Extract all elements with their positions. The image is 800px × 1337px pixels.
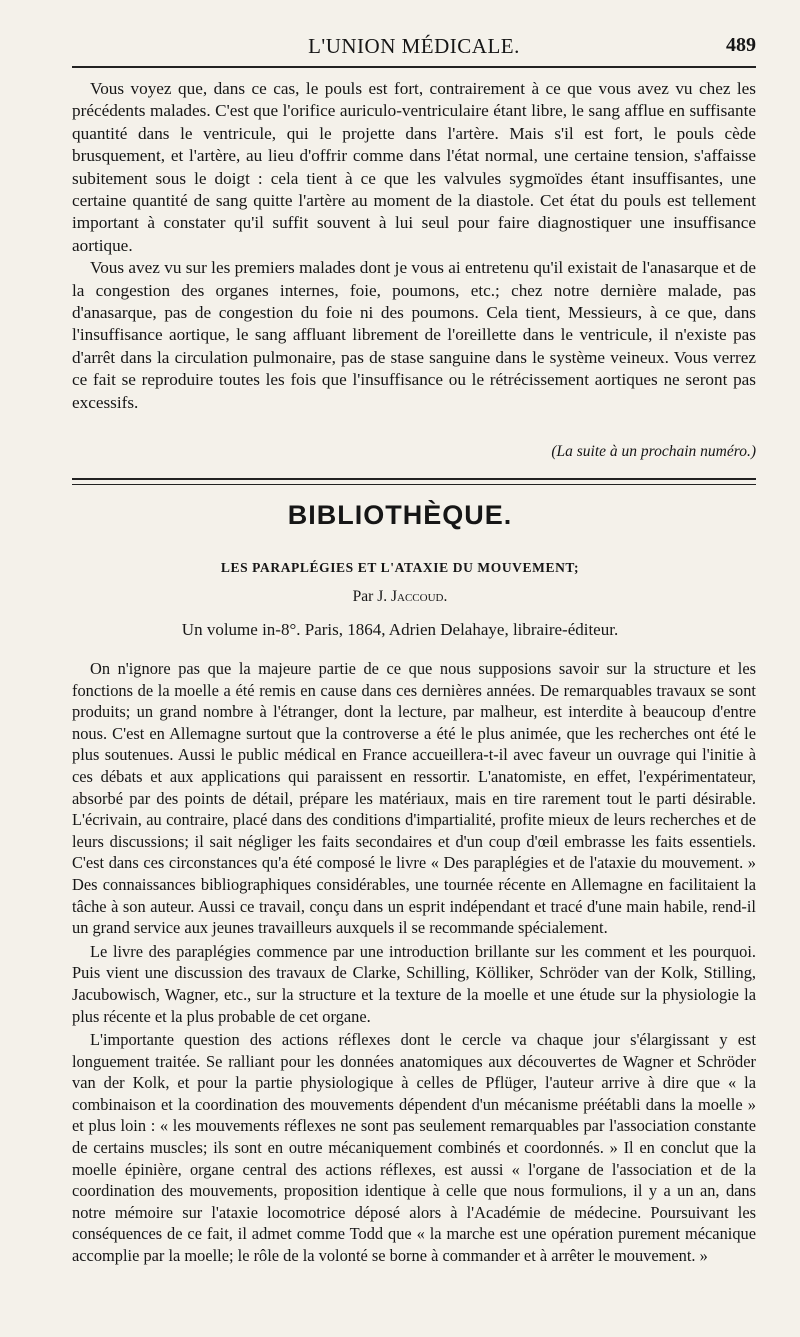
review-paragraph: Le livre des paraplégies commence par une introduction brillante sur les comment et les pourquoi. Puis vient une discussion des travaux de Clarke, Schilling, Kölliker, Schröder van der Kolk, Stilling, Jacubowisch, Wagner, etc., sur la structure et la texture de la moelle et une étude sur la physiologie la plus récente et la plus probable de cet organe. xyxy=(72,941,756,1026)
section-divider xyxy=(72,478,756,485)
article-conclusion xyxy=(72,78,756,414)
book-author xyxy=(0,588,800,606)
article-paragraph: Vous avez vu sur les premiers malades dont je vous ai entretenu qu'il existait de l'anasarque et de la congestion des organes internes, foie, poumons, etc.; chez notre dernière malade, pas d'anasarque, pas de congestion du foie ni des poumons. Cela tient, Messieurs, à ce que, dans l'insuffisance aortique, le sang affluant librement de l'oreillette dans le ventricule, il n'existe pas d'arrêt dans la circulation pulmonaire, pas de stase sanguine dans le système veineux. Vous verrez ce fait se reproduire toutes les fois que l'insuffisance ou le rétrécissement aortiques ne seront pas excessifs. xyxy=(72,258,756,412)
header-rule xyxy=(72,66,756,68)
section-title: BIBLIOTHÈQUE. xyxy=(287,500,513,530)
page-number: 489 xyxy=(726,34,756,56)
author-prefix: Par J. xyxy=(352,588,391,605)
book-title: LES PARAPLÉGIES ET L'ATAXIE DU MOUVEMENT; xyxy=(220,560,580,575)
article-paragraph: Vous voyez que, dans ce cas, le pouls est fort, contrairement à ce que vous avez vu chez les précédents malades. C'est que l'orifice auriculo-ventriculaire étant libre, le sang afflue en suffisante quantité dans le ventricule, qui le projette dans l'artère. Mais s'il est fort, le pouls cède brusquement, et l'artère, au lieu d'offrir comme dans l'état normal, une certaine tension, s'affaisse subitement sous le doigt : cela tient à ce que les valvules sygmoïdes étant insuffisantes, une certaine quantité de sang quitte l'artère au moment de la diastole. Cet état du pouls est tellement important à constater qu'il suffit souvent à lui seul pour faire diagnostiquer une insuffisance aortique. xyxy=(72,79,756,255)
page-header xyxy=(72,34,756,66)
author-name: Jaccoud. xyxy=(390,588,448,605)
review-paragraph: L'importante question des actions réflexes dont le cercle va chaque jour s'élargissant y est longuement traitée. Se ralliant pour les données anatomiques aux découvertes de Wagner et Schröder van der Kolk, et pour la partie physiologique à celles de Pflüger, l'auteur arrive à dire que « la combinaison et la coordination des mouvements dépendent d'un mécanisme préétabli dans la moelle » et plus loin : « les mouvements réflexes ne sont pas seulement remarquables par l'association constante de certains muscles; ils sont en outre mécaniquement combinés et coordonnés. » Il en conclut que la moelle épinière, organe central des actions réflexes, est aussi « l'organe de l'association et de la coordination des mouvements, proposition identique à celle que nous formulions, il y a un an, dans notre mémoire sur l'ataxie locomotrice déposé alors à l'Académie de médecine. Poursuivant les conséquences de ce fait, il admet comme Todd que « la marche est une opération purement mécanique accomplie par la moelle; le rôle de la volonté se borne à commander et à arrêter le mouvement. » xyxy=(72,1030,756,1266)
review-body xyxy=(72,658,756,1267)
running-head: L'UNION MÉDICALE. xyxy=(308,34,520,58)
review-paragraph: On n'ignore pas que la majeure partie de ce que nous supposions savoir sur la structure et les fonctions de la moelle a été remis en cause dans ces dernières années. De remarquables travaux se sont produits; un grand nombre à l'étranger, dont la lecture, par malheur, est interdite à beaucoup d'entre nous. C'est en Allemagne surtout que la controverse a été le plus animée, que les recherches ont été le plus soutenues. Aussi le public médical en France accueillera-t-il avec faveur un ouvrage qui l'initie à ces débats et aux applications qui paraissent en ressortir. L'anatomiste, en effet, l'expérimentateur, absorbé par des points de détail, prépare les matériaux, mais en tire rarement tout le parti désirable. L'écrivain, au contraire, placé dans des conditions d'impartialité, profite mieux de leurs recherches et de leurs discussions; il sait négliger les faits secondaires et d'un coup d'œil embrasse les faits essentiels. C'est dans ces circonstances qu'a été composé le livre « Des paraplégies et de l'ataxie du mouvement. » Des connaissances bibliographiques considérables, une tournée récente en Allemagne en facilitaient la tâche à son auteur. Aussi ce travail, conçu dans un esprit indépendant et tracé d'une main habile, rend-il un grand service aux jeunes travailleurs auxquels il se recommande spécialement. xyxy=(72,659,756,938)
continuation-note: (La suite à un prochain numéro.) xyxy=(551,443,756,460)
book-imprint: Un volume in-8°. Paris, 1864, Adrien Delahaye, libraire-éditeur. xyxy=(181,620,619,639)
